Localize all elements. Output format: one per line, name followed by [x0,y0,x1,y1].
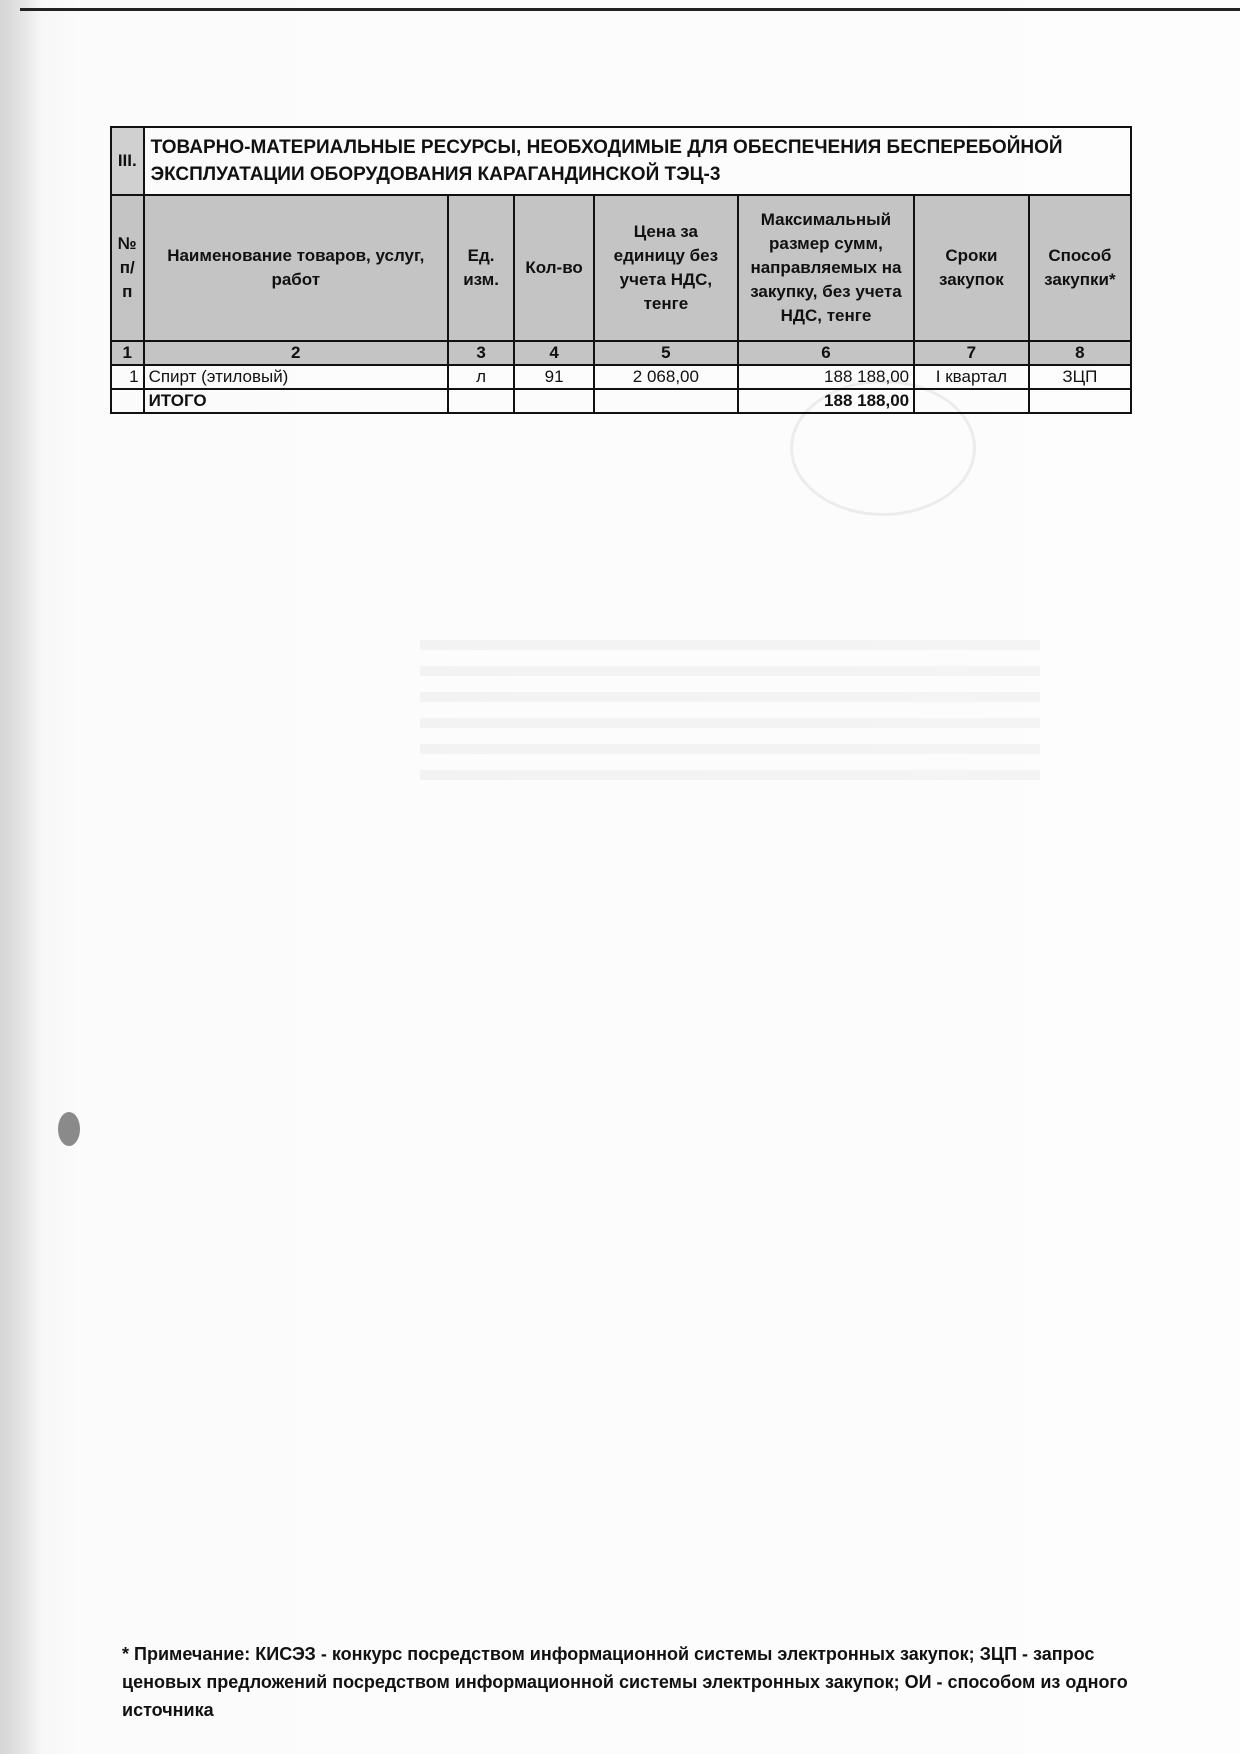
header-number: № п/п [111,195,144,341]
column-numbers-row [111,341,1131,365]
faint-text-bleedthrough [420,640,1040,790]
column-number: 5 [594,341,738,365]
header-period: Сроки закупок [914,195,1029,341]
table-row [111,365,1131,389]
column-header-row [111,195,1131,341]
page-left-shadow [0,0,40,1754]
total-label: ИТОГО [144,389,448,413]
column-number: 2 [144,341,448,365]
total-empty-cell [448,389,514,413]
header-max-amount: Максимальный размер сумм, направляемых на закупку, без учета НДС, тенге [738,195,914,341]
total-empty-cell [594,389,738,413]
column-number: 4 [514,341,594,365]
cell-unit-price: 2 068,00 [594,365,738,389]
column-number: 6 [738,341,914,365]
cell-number: 1 [111,365,144,389]
cell-unit: л [448,365,514,389]
total-empty-cell [1029,389,1131,413]
header-name: Наименование товаров, услуг, работ [144,195,448,341]
total-empty-cell [514,389,594,413]
page-top-edge [20,8,1240,11]
column-number: 3 [448,341,514,365]
column-number: 8 [1029,341,1131,365]
binder-hole [58,1112,80,1146]
column-number: 7 [914,341,1029,365]
cell-name: Спирт (этиловый) [144,365,448,389]
cell-quantity: 91 [514,365,594,389]
goods-table [110,126,1132,414]
footnote: * Примечание: КИСЭЗ - конкурс посредством информационной системы электронных закупок; ЗЦП - запрос ценовых предложений посредством информационной системы электронных закупок; ОИ - способом из одного источника [122,1644,1128,1720]
header-quantity: Кол-во [514,195,594,341]
total-row [111,389,1131,413]
section-header-row [111,127,1131,195]
total-empty-cell [111,389,144,413]
cell-period: I квартал [914,365,1029,389]
header-unit-price: Цена за единицу без учета НДС, тенге [594,195,738,341]
total-amount: 188 188,00 [738,389,914,413]
total-empty-cell [914,389,1029,413]
column-number: 1 [111,341,144,365]
header-method: Способ закупки* [1029,195,1131,341]
section-number: III. [111,127,144,195]
header-unit: Ед. изм. [448,195,514,341]
cell-max-amount: 188 188,00 [738,365,914,389]
cell-method: ЗЦП [1029,365,1131,389]
section-title: ТОВАРНО-МАТЕРИАЛЬНЫЕ РЕСУРСЫ, НЕОБХОДИМЫЕ ДЛЯ ОБЕСПЕЧЕНИЯ БЕСПЕРЕБОЙНОЙ ЭКСПЛУАТАЦИИ ОБОРУДОВАНИЯ КАРАГАНДИНСКОЙ ТЭЦ-3 [144,127,1131,195]
